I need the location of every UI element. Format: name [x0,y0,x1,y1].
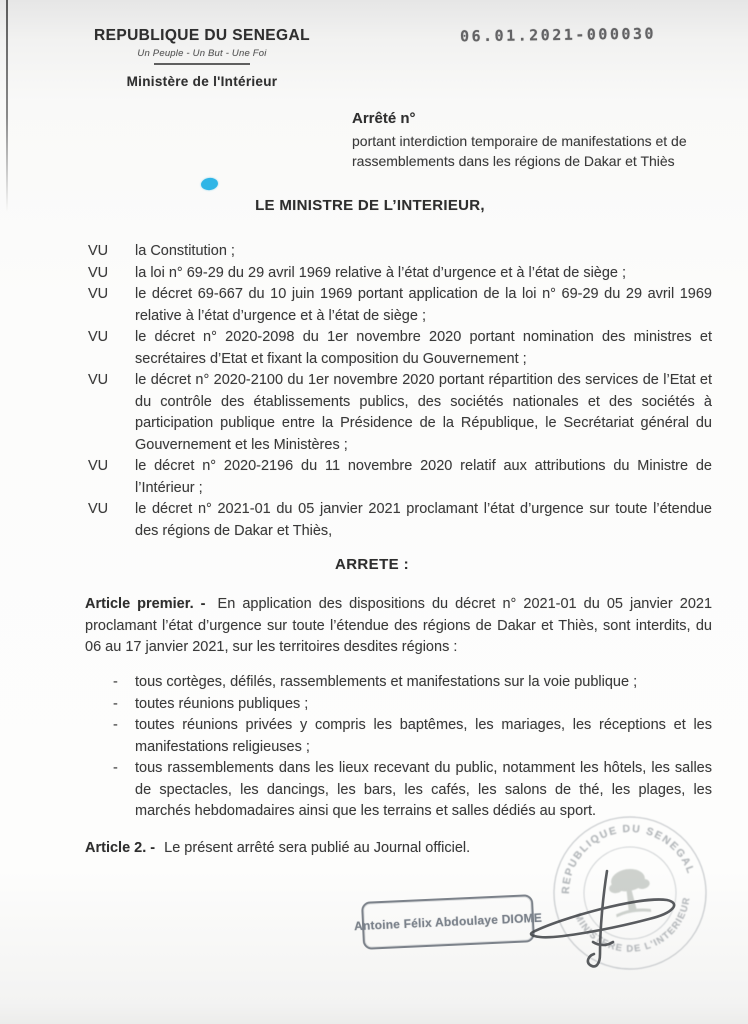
vu-label: VU [88,372,109,388]
vu-list [88,241,712,542]
vu-text: le décret n° 2020-2196 du 11 novembre 2020 relatif aux attributions du Ministre de l’Intérieur ; [135,458,712,496]
vu-text: le décret n° 2020-2098 du 1er novembre 2020 portant nomination des ministres et secrétaires d’Etat et fixant la composition du Gouvernement ; [135,329,712,367]
minister-name-stamp [353,894,543,950]
vu-item [88,263,712,285]
list-item [113,694,712,716]
registry-date-stamp: 06.01.2021-000030 [459,24,657,46]
minister-heading: LE MINISTRE DE L’INTERIEUR, [255,197,485,214]
list-item-text: tous rassemblements dans les lieux recevant du public, notamment les hôtels, les salles de spectacles, les dancings, les bars, les cafés, les salons de thé, les plages, les marchés hebdomadaires ainsi que les terrains et salles dédiés au sport. [135,760,712,819]
vu-label: VU [88,501,109,517]
article-2-text: Le présent arrêté sera publié au Journal officiel. [164,840,471,856]
vu-text: le décret 69-667 du 10 juin 1969 portant application de la loi n° 69-29 du 29 avril 1969 relative à l’état d’urgence et à l’état de siège ; [135,286,712,324]
vu-text: le décret n° 2020-2100 du 1er novembre 2020 portant répartition des services de l’Etat et du contrôle des établissements publics, des sociétés nationales et des sociétés à participation publique entre la Présidence de la République, le Secrétariat général du Gouvernement et les Ministères ; [135,372,712,453]
article-premier-label: Article premier. - [85,596,206,612]
ministry-name: Ministère de l'Intérieur [126,73,278,89]
country-name: REPUBLIQUE DU SENEGAL [94,27,310,44]
article-premier [85,594,712,659]
national-motto: Un Peuple - Un But - Une Foi [137,48,267,59]
list-item [113,715,712,758]
decree-title-block [352,110,714,171]
list-item-text: toutes réunions privées y compris les baptêmes, les mariages, les réceptions et les manifestations religieuses ; [135,717,712,755]
vu-item [88,241,712,263]
arrete-heading: ARRETE : [334,556,410,573]
vu-label: VU [88,243,109,259]
blue-dot-mark [200,177,219,191]
vu-text: la loi n° 69-29 du 29 avril 1969 relative à l’état d’urgence et à l’état de siège ; [135,264,627,281]
dash-bullet: - [113,760,118,776]
dash-bullet: - [113,695,118,712]
vu-label: VU [88,458,109,474]
decree-subject: portant interdiction temporaire de manifestations et de rassemblements dans les régions de Dakar et Thiès [352,133,687,169]
vu-label: VU [88,329,109,345]
vu-label: VU [88,286,109,302]
list-item-text: tous cortèges, défilés, rassemblements et manifestations sur la voie publique ; [135,674,638,690]
list-item-text: toutes réunions publiques ; [135,695,309,712]
prohibitions-list [113,672,712,823]
vu-text: le décret n° 2021-01 du 05 janvier 2021 proclamant l’état d’urgence sur toute l’étendue des régions de Dakar et Thiès, [135,501,712,539]
vu-item [88,370,712,456]
vu-text: la Constitution ; [135,243,235,259]
seal-top-text: REPUBLIQUE DU SENEGAL [559,822,697,895]
decree-number: Arrêté n° [352,110,416,127]
seal-bottom-text: MINISTERE DE L'INTERIEUR [571,895,693,955]
scan-fold-line [6,0,8,212]
vu-item [88,456,712,499]
dash-bullet: - [113,674,118,690]
article-premier-text: En application des dispositions du décret n° 2021-01 du 05 janvier 2021 proclamant l’état d’urgence sur toute l’étendue des régions de Dakar et Thiès, sont interdits, du 06 au 17 janvier 2021, sur les territoires desdites régions : [85,596,713,655]
list-item [113,672,712,694]
handwritten-signature [527,868,687,973]
vu-label: VU [88,264,109,281]
vu-item [88,284,712,327]
letterhead-divider [154,63,250,65]
article-2-label: Article 2. - [85,840,156,856]
vu-item [88,499,712,542]
dash-bullet: - [113,717,118,733]
vu-item [88,327,712,370]
letterhead [86,27,318,89]
minister-name: Antoine Félix Abdoulaye DIOME [353,910,543,934]
